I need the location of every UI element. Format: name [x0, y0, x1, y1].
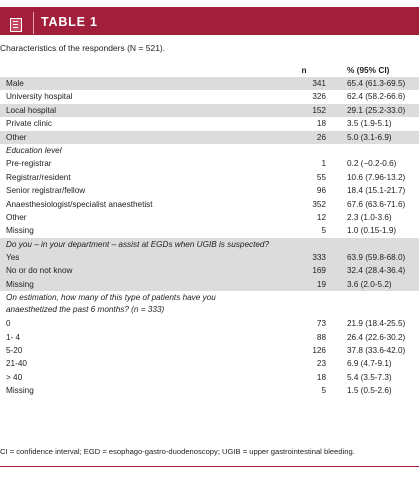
cell-n: 1 [321, 159, 326, 169]
cell-percent-ci: 26.4 (22.6-30.2) [347, 332, 406, 342]
table-row [0, 317, 419, 330]
cell-n: 55 [316, 172, 326, 182]
table-row [0, 278, 419, 291]
cell-n: 333 [312, 253, 326, 263]
cell-n: 18 [316, 372, 326, 382]
bottom-rule [0, 466, 419, 467]
row-label: Local hospital [6, 105, 57, 115]
cell-percent-ci: 5.4 (3.5-7.3) [347, 372, 392, 382]
cell-n: 5 [321, 226, 326, 236]
cell-n: 96 [316, 186, 326, 196]
cell-percent-ci: 32.4 (28.4-36.4) [347, 266, 406, 276]
cell-percent-ci: 65.4 (61.3-69.5) [347, 79, 406, 88]
cell-n: 18 [316, 119, 326, 129]
cell-percent-ci: 0.2 (−0.2-0.6) [347, 159, 397, 169]
table-header-bar [0, 7, 419, 35]
cell-n: 152 [312, 105, 326, 115]
row-label: Male [6, 79, 24, 88]
section-header-row [0, 291, 419, 317]
cell-percent-ci: 18.4 (15.1-21.7) [347, 186, 406, 196]
cell-percent-ci: 63.9 (59.8-68.0) [347, 253, 406, 263]
row-label: Missing [6, 226, 34, 236]
cell-percent-ci: 2.3 (1.0-3.6) [347, 212, 392, 222]
table-footnote: CI = confidence interval; EGD = esophago-gastro-duodenoscopy; UGIB = upper gastrointestinal bleeding. [0, 447, 355, 456]
row-label: Other [6, 132, 27, 142]
table-row [0, 331, 419, 344]
table-row [0, 251, 419, 264]
table-body [0, 77, 419, 398]
row-label: Senior registrar/fellow [6, 186, 86, 196]
table-row [0, 184, 419, 197]
cell-n: 169 [312, 266, 326, 276]
section-label-line: On estimation, how many of this type of patients have you [6, 293, 216, 303]
section-header-row [0, 238, 419, 251]
table-row [0, 171, 419, 184]
table-row [0, 117, 419, 130]
table-row [0, 224, 419, 237]
table-row [0, 104, 419, 117]
row-label: 5-20 [6, 346, 23, 356]
section-label: Do you – in your department – assist at EGDs when UGIB is suspected? [6, 239, 270, 249]
table-row [0, 344, 419, 357]
row-label: Anaesthesiologist/specialist anaesthetist [6, 199, 153, 209]
cell-percent-ci: 3.6 (2.0-5.2) [347, 279, 392, 289]
cell-n: 88 [316, 332, 326, 342]
cell-n: 23 [316, 359, 326, 369]
row-label: 1- 4 [6, 332, 21, 342]
table-row [0, 77, 419, 90]
cell-percent-ci: 21.9 (18.4-25.5) [347, 319, 406, 329]
row-label: Other [6, 212, 27, 222]
data-table [0, 63, 419, 398]
table-row [0, 357, 419, 370]
row-label: Private clinic [6, 119, 52, 129]
row-label: Missing [6, 279, 34, 289]
table-icon [10, 18, 22, 32]
table-row [0, 384, 419, 397]
row-label: Missing [6, 386, 34, 396]
table-row [0, 264, 419, 277]
section-label-line: anaesthetized the past 6 months? (n = 333) [6, 305, 165, 315]
table-caption: Characteristics of the responders (N = 521). [0, 43, 166, 53]
cell-n: 19 [316, 279, 326, 289]
row-label: 21-40 [6, 359, 27, 369]
cell-percent-ci: 1.5 (0.5-2.6) [347, 386, 392, 396]
table-row [0, 90, 419, 103]
table-row [0, 157, 419, 170]
cell-n: 73 [316, 319, 326, 329]
cell-percent-ci: 62.4 (58.2-66.6) [347, 92, 406, 102]
row-label: Pre-registrar [6, 159, 52, 169]
row-label: 0 [6, 319, 11, 329]
cell-n: 5 [321, 386, 326, 396]
cell-percent-ci: 3.5 (1.9-5.1) [347, 119, 392, 129]
row-label: Yes [6, 253, 20, 263]
row-label: Registrar/resident [6, 172, 71, 182]
table-row [0, 211, 419, 224]
table-title: TABLE 1 [41, 15, 98, 29]
cell-percent-ci: 6.9 (4.7-9.1) [347, 359, 392, 369]
header-divider [33, 12, 34, 34]
cell-n: 26 [316, 132, 326, 142]
cell-n: 352 [312, 199, 326, 209]
cell-n: 126 [312, 346, 326, 356]
table-row [0, 198, 419, 211]
column-header-n: n [301, 65, 307, 75]
cell-percent-ci: 37.8 (33.6-42.0) [347, 346, 406, 356]
cell-percent-ci: 1.0 (0.15-1.9) [347, 226, 397, 236]
section-label [6, 292, 216, 316]
row-label: No or do not know [6, 266, 73, 276]
cell-n: 12 [316, 212, 326, 222]
section-header-row [0, 144, 419, 157]
row-label: University hospital [6, 92, 73, 102]
table-row [0, 371, 419, 384]
row-label: > 40 [6, 372, 23, 382]
column-header-percent: % (95% CI) [347, 65, 390, 75]
cell-n: 341 [312, 79, 326, 88]
section-label: Education level [6, 145, 62, 155]
cell-n: 326 [312, 92, 326, 102]
cell-percent-ci: 67.6 (63.6-71.6) [347, 199, 406, 209]
table-header-row [0, 63, 419, 77]
cell-percent-ci: 5.0 (3.1-6.9) [347, 132, 392, 142]
cell-percent-ci: 10.6 (7.96-13.2) [347, 172, 406, 182]
table-row [0, 131, 419, 144]
cell-percent-ci: 29.1 (25.2-33.0) [347, 105, 406, 115]
